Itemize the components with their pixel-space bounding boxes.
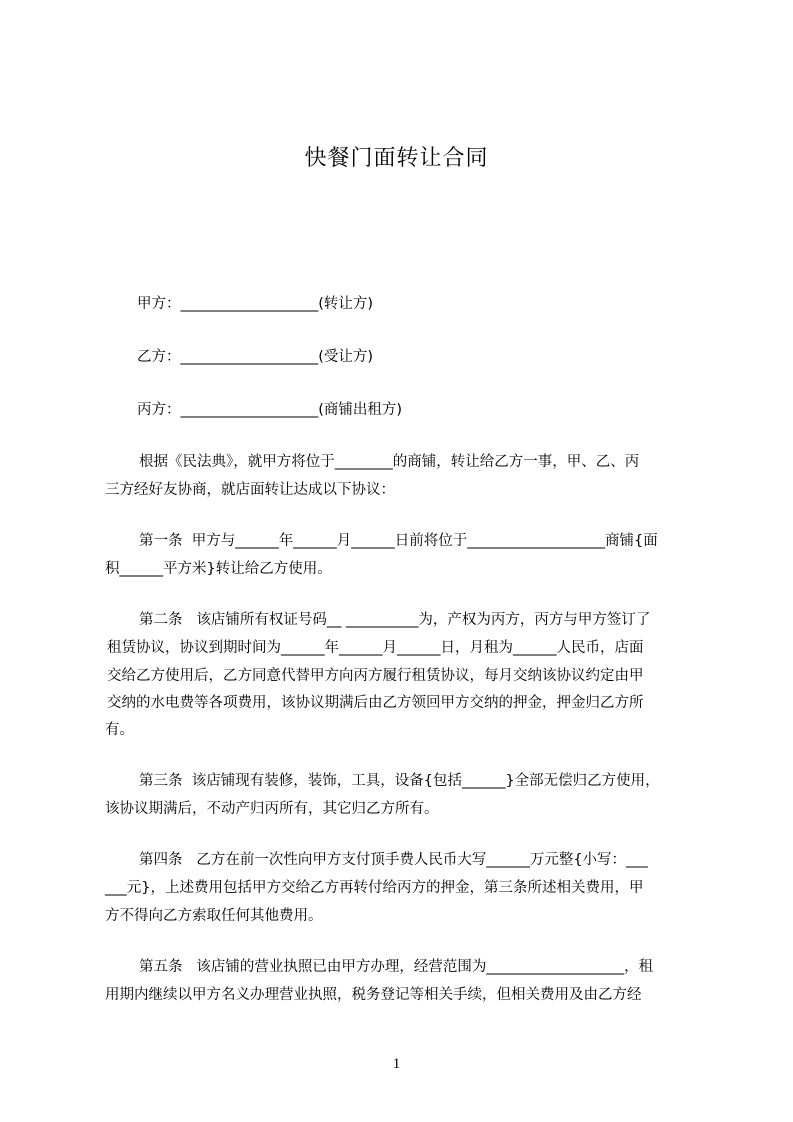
party-c-line: 丙方：___________________(商铺出租方) [137,402,403,418]
article4-line-3: 方不得向乙方索取任何其他费用。 [105,908,323,924]
article2-line-3: 交给乙方使用后，乙方同意代替甲方向丙方履行租赁协议，每月交纳该协议约定由甲 [107,668,644,684]
article5-line-2: 用期内继续以甲方名义办理营业执照，税务登记等相关手续，但相关费用及由乙方经 [105,987,642,1003]
article2-line-2: 租赁协议，协议到期时间为______年______月______日，月租为______人民币，店面 [107,640,644,656]
article2-line-5: 有。 [105,722,134,738]
article1-line-1: 第一条 甲方与______年______月______日前将位于___________________商铺{面 [139,533,658,549]
article3-line-2: 该协议期满后，不动产归丙所有，其它归乙方所有。 [105,801,439,817]
party-a-line: 甲方：___________________(转让方) [137,296,374,312]
page-title: 快餐门面转让合同 [304,146,489,171]
article1-line-2: 积______平方米}转让给乙方使用。 [105,561,332,577]
article4-line-1: 第四条 乙方在前一次性向甲方支付顶手费人民币大写______万元整{小写：___ [139,852,648,868]
article2-line-4: 交纳的水电费等各项费用，该协议期满后由乙方领回甲方交纳的押金，押金归乙方所 [107,695,644,711]
intro-line-1: 根据《民法典》，就甲方将位于________的商铺，转让给乙方一事，甲、乙、丙 [139,454,640,470]
article4-line-2: ___元}，上述费用包括甲方交给乙方再转付给丙方的押金，第三条所述相关费用，甲 [105,880,644,896]
article5-line-1: 第五条 该店铺的营业执照已由甲方办理，经营范围为___________________，租 [139,959,654,975]
party-b-line: 乙方：___________________(受让方) [137,349,374,365]
intro-line-2: 三方经好友协商，就店面转让达成以下协议： [105,482,395,498]
page-number: 1 [392,1056,401,1072]
article2-line-1: 第二条 该店铺所有权证号码__ __________为，产权为丙方，丙方与甲方签订了 [139,612,651,628]
article3-line-1: 第三条 该店铺现有装修，装饰，工具，设备{包括______}全部无偿归乙方使用， [139,773,660,789]
